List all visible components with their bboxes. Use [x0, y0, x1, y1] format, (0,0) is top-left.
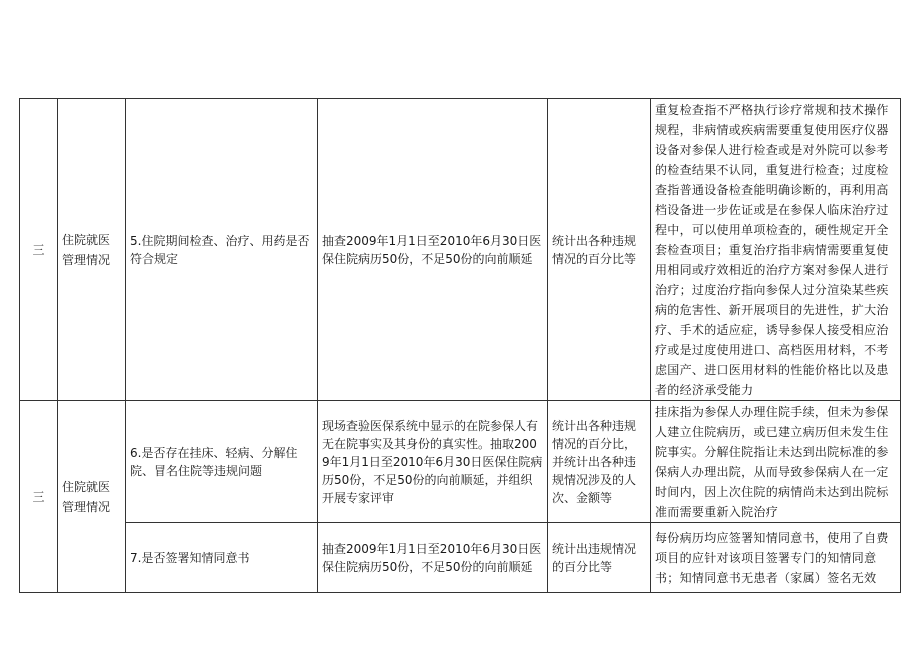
method-cell: 现场查验医保系统中显示的在院参保人有无在院事实及其身份的真实性。抽取2009年1月1日至2010年6月30日医保住院病历50份，不足50份的向前顺延，并组织开展专家评审 — [318, 401, 548, 523]
row-index: 三 — [20, 401, 58, 593]
table-row — [20, 523, 901, 593]
desc-cell: 挂床指为参保人办理住院手续，但未为参保人建立住院病历，或已建立病历但未发生住院事实。分解住院指让未达到出院标准的参保病人办理出院，从而导致参保病人在一定时间内，因上次住院的病情尚未达到出院标准而需要重新入院治疗 — [651, 401, 901, 523]
item-cell: 7.是否签署知情同意书 — [126, 523, 318, 593]
table-row — [20, 401, 901, 523]
item-cell: 6.是否存在挂床、轻病、分解住院、冒名住院等违规问题 — [126, 401, 318, 523]
row-index: 三 — [20, 99, 58, 401]
area-cell: 住院就医管理情况 — [58, 99, 126, 401]
stat-cell: 统计出违规情况的百分比等 — [548, 523, 651, 593]
method-cell: 抽查2009年1月1日至2010年6月30日医保住院病历50份，不足50份的向前顺延 — [318, 99, 548, 401]
desc-cell: 每份病历均应签署知情同意书，使用了自费项目的应针对该项目签署专门的知情同意书；知情同意书无患者（家属）签名无效 — [651, 523, 901, 593]
item-cell: 5.住院期间检查、治疗、用药是否符合规定 — [126, 99, 318, 401]
table-row — [20, 99, 901, 401]
area-cell: 住院就医管理情况 — [58, 401, 126, 593]
stat-cell: 统计出各种违规情况的百分比等 — [548, 99, 651, 401]
desc-cell: 重复检查指不严格执行诊疗常规和技术操作规程，非病情或疾病需要重复使用医疗仪器设备对参保人进行检查或是对外院可以参考的检查结果不认同，重复进行检查；过度检查指普通设备检查能明确诊断的，再利用高档设备进一步佐证或是在参保人临床治疗过程中，可以使用单项检查的，硬性规定开全套检查项目；重复治疗指非病情需要重复使用相同或疗效相近的治疗方案对参保人进行治疗；过度治疗指向参保人过分渲染某些疾病的危害性、新开展项目的先进性，扩大治疗、手术的适应症，诱导参保人接受相应治疗或是过度使用进口、高档医用材料，不考虑国产、进口医用材料的性能价格比以及患者的经济承受能力 — [651, 99, 901, 401]
inspection-table — [19, 98, 901, 593]
stat-cell: 统计出各种违规情况的百分比，并统计出各种违规情况涉及的人次、金额等 — [548, 401, 651, 523]
method-cell: 抽查2009年1月1日至2010年6月30日医保住院病历50份，不足50份的向前顺延 — [318, 523, 548, 593]
